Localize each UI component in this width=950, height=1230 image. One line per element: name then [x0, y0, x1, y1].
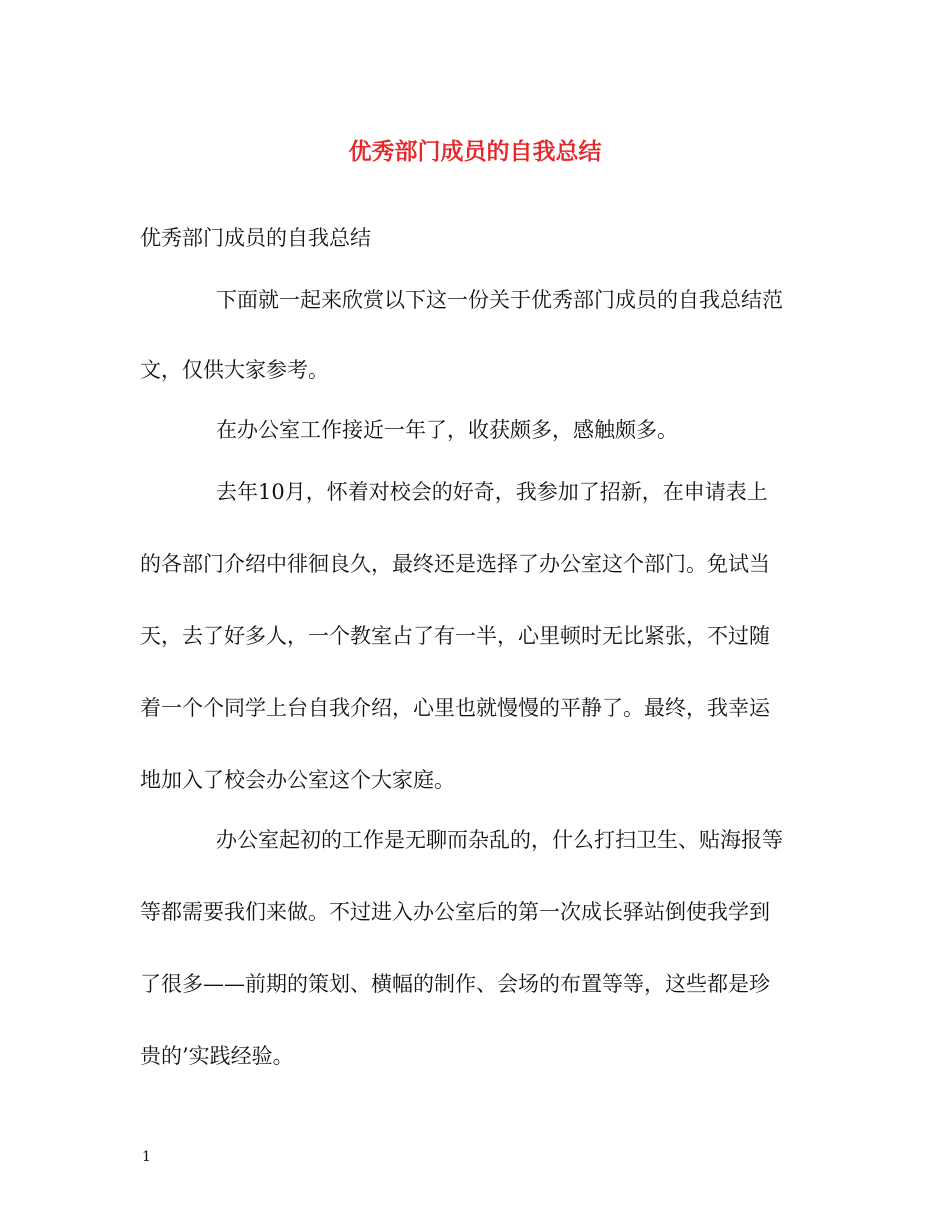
paragraph-line: 在办公室工作接近一年了，收获颇多，感触颇多。	[216, 418, 678, 442]
paragraph-line: 地加入了校会办公室这个大家庭。	[140, 768, 455, 792]
paragraph-line: 去年10月，怀着对校会的好奇，我参加了招新，在申请表上	[216, 480, 768, 504]
paragraph-line: 贵的’实践经验。	[140, 1044, 294, 1068]
paragraph-line: 文，仅供大家参考。	[140, 358, 329, 382]
document-subtitle: 优秀部门成员的自我总结	[140, 226, 371, 250]
page-number: 1	[142, 1149, 151, 1165]
paragraph-line: 下面就一起来欣赏以下这一份关于优秀部门成员的自我总结范	[216, 288, 783, 312]
paragraph-line: 的各部门介绍中徘徊良久，最终还是选择了办公室这个部门。免试当	[140, 552, 770, 576]
paragraph-line: 着一个个同学上台自我介绍，心里也就慢慢的平静了。最终，我幸运	[140, 696, 770, 720]
paragraph-line: 办公室起初的工作是无聊而杂乱的，什么打扫卫生、贴海报等	[216, 828, 783, 852]
paragraph-line: 了很多——前期的策划、横幅的制作、会场的布置等等，这些都是珍	[140, 972, 770, 996]
paragraph-line: 等都需要我们来做。不过进入办公室后的第一次成长驿站倒使我学到	[140, 900, 770, 924]
document-title: 优秀部门成员的自我总结	[348, 138, 602, 165]
paragraph-line: 天，去了好多人，一个教室占了有一半，心里顿时无比紧张，不过随	[140, 624, 770, 648]
